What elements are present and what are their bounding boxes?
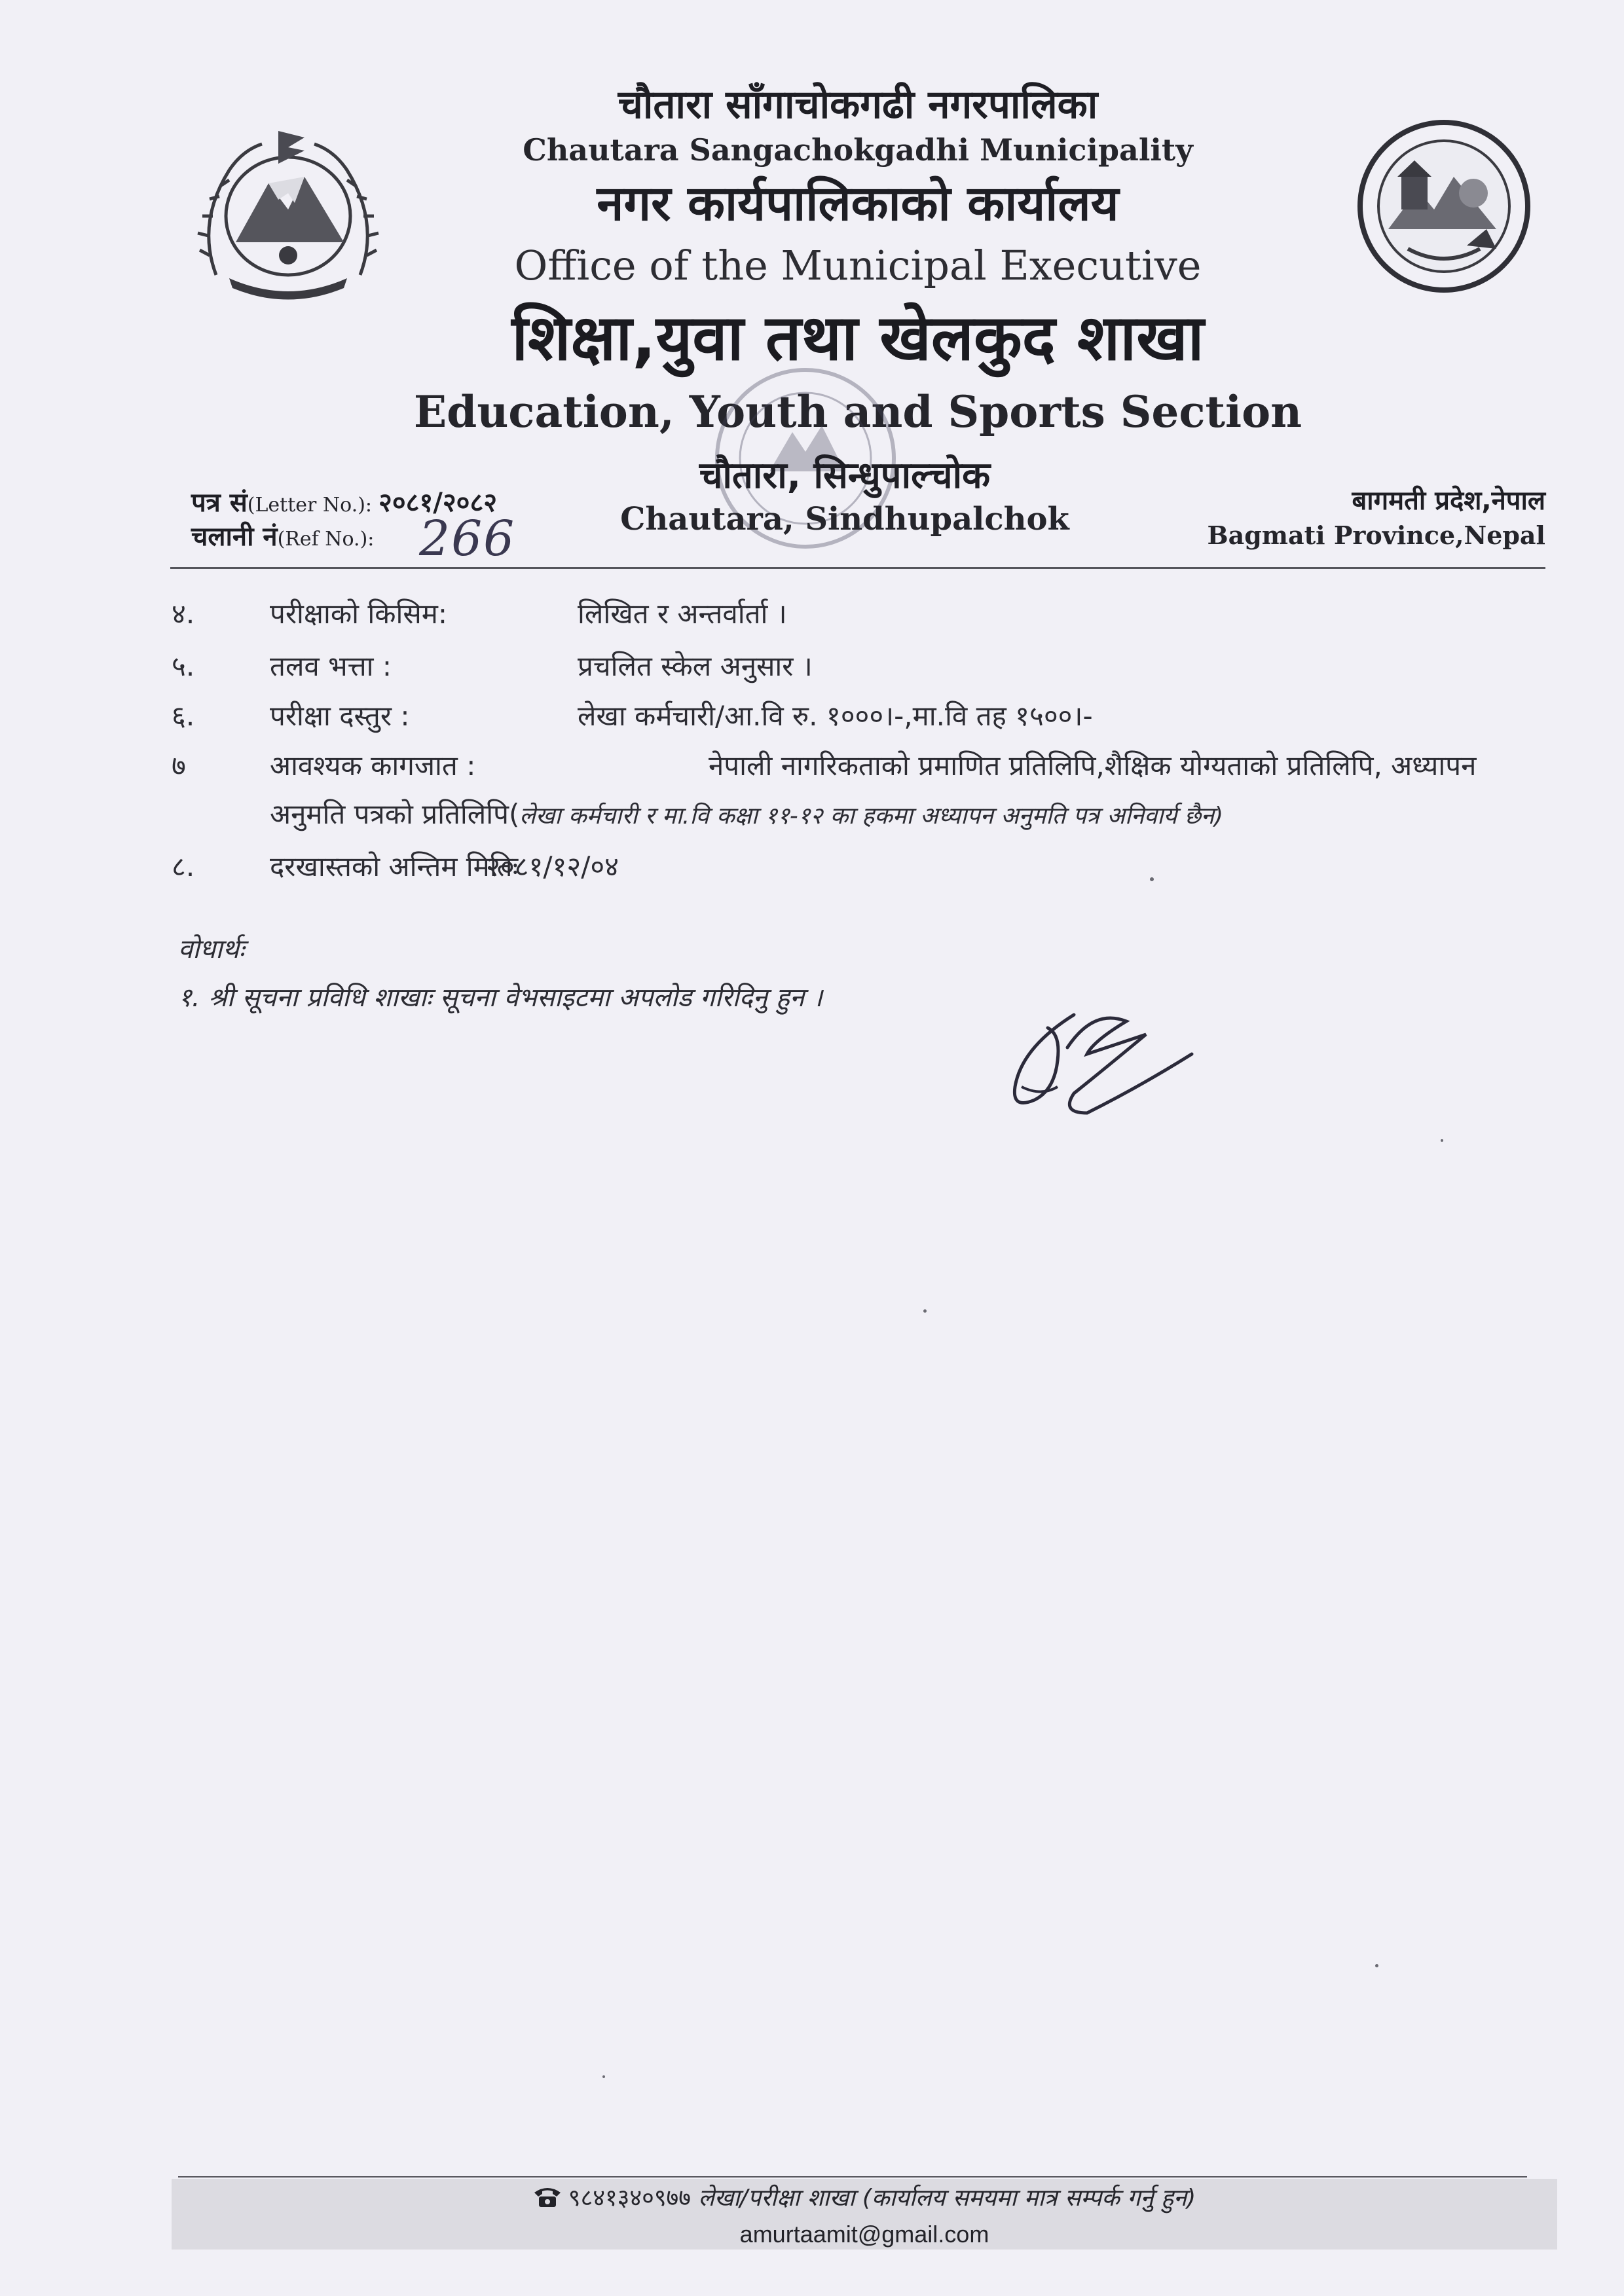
location-english: Chautara, Sindhupalchok: [620, 501, 1069, 538]
office-location: [616, 453, 1074, 539]
footer-divider: [178, 2176, 1527, 2178]
office-name-nepali: नगर कार्यपालिकाको कार्यालय: [597, 175, 1119, 232]
phone-icon: [533, 2184, 562, 2218]
footer: [172, 2179, 1557, 2250]
header-divider: [170, 567, 1545, 569]
municipality-name-nepali: चौतारा साँगाचोकगढी नगरपालिका: [618, 82, 1098, 128]
item-value: लेखा कर्मचारी/आ.वि रु. १०००।-,मा.वि तह १५००।-: [578, 700, 1093, 732]
reference-number: [191, 517, 374, 553]
scan-speck: [923, 1309, 927, 1313]
section-name-english: Education, Youth and Sports Section: [413, 386, 1302, 437]
item-number: ५.: [172, 650, 195, 682]
item-label: परीक्षाको किसिम:: [270, 598, 448, 630]
cc-item: १. श्री सूचना प्रविधि शाखाः सूचना वेभसाइटमा अपलोड गरिदिनु हुन ।: [178, 983, 823, 1013]
footer-phone-number: ९८४१३४०९७७: [568, 2185, 691, 2212]
ref-number-label-nepali: चलानी नं: [191, 522, 278, 552]
ref-number-label-english: (Ref No.):: [277, 528, 375, 551]
item-number: ४.: [172, 598, 195, 630]
item-label: दरखास्तको अन्तिम मितिः: [270, 850, 519, 883]
item-number: ६.: [172, 700, 195, 732]
item-number: ८.: [172, 850, 195, 883]
municipality-name-english: Chautara Sangachokgadhi Municipality: [523, 132, 1193, 168]
scan-speck: [1441, 1139, 1443, 1142]
office-name-english: Office of the Municipal Executive: [514, 242, 1202, 289]
continuation-text: अनुमति पत्रको प्रतिलिपि(: [270, 798, 520, 830]
section-name-nepali: शिक्षा,युवा तथा खेलकुद शाखा: [511, 301, 1204, 374]
item-value: २०८१/१२/०४: [486, 850, 619, 883]
letter-number-label-nepali: पत्र सं: [191, 488, 248, 518]
scan-speck: [1375, 1964, 1378, 1967]
item-label: तलव भत्ता :: [270, 650, 392, 682]
letter-number-label-english: (Letter No.):: [247, 494, 373, 517]
list-item-continuation: [270, 795, 1223, 832]
signature-icon: [995, 989, 1205, 1148]
item-value: लिखित र अन्तर्वार्ता ।: [578, 598, 787, 630]
footer-email[interactable]: amurtaamit@gmail.com: [739, 2221, 989, 2248]
footer-contact: [172, 2179, 1557, 2218]
nepal-emblem-icon: [190, 124, 386, 301]
item-value: प्रचलित स्केल अनुसार ।: [578, 650, 813, 682]
province-block: [1207, 483, 1545, 553]
province-english: Bagmati Province,Nepal: [1207, 520, 1545, 550]
footer-phone-note: लेखा/परीक्षा शाखा (कार्यालय समयमा मात्र सम्पर्क गर्नु हुन): [698, 2185, 1196, 2212]
letter-number-value: २०८१/२०८२: [378, 488, 498, 518]
cc-heading: वोधार्थः: [178, 934, 245, 964]
location-nepali: चौतारा, सिन्धुपाल्चोक: [699, 454, 991, 497]
scan-speck: [1150, 877, 1154, 881]
item-label: आवश्यक कागजात :: [270, 750, 476, 782]
item-number: ७: [172, 750, 186, 782]
item-value: नेपाली नागरिकताको प्रमाणित प्रतिलिपि,शैक्षिक योग्यताको प्रतिलिपि, अध्यापन: [709, 750, 1477, 782]
ref-number-handwritten: 266: [419, 511, 516, 567]
continuation-note: लेखा कर्मचारी र मा.वि कक्षा ११-१२ का हकमा अध्यापन अनुमति पत्र अनिवार्य छैन): [519, 803, 1224, 829]
municipality-logo-icon: [1356, 118, 1532, 295]
province-nepali: बागमती प्रदेश,नेपाल: [1352, 486, 1545, 516]
scan-speck: [602, 2075, 605, 2078]
item-label: परीक्षा दस्तुर :: [270, 700, 410, 732]
